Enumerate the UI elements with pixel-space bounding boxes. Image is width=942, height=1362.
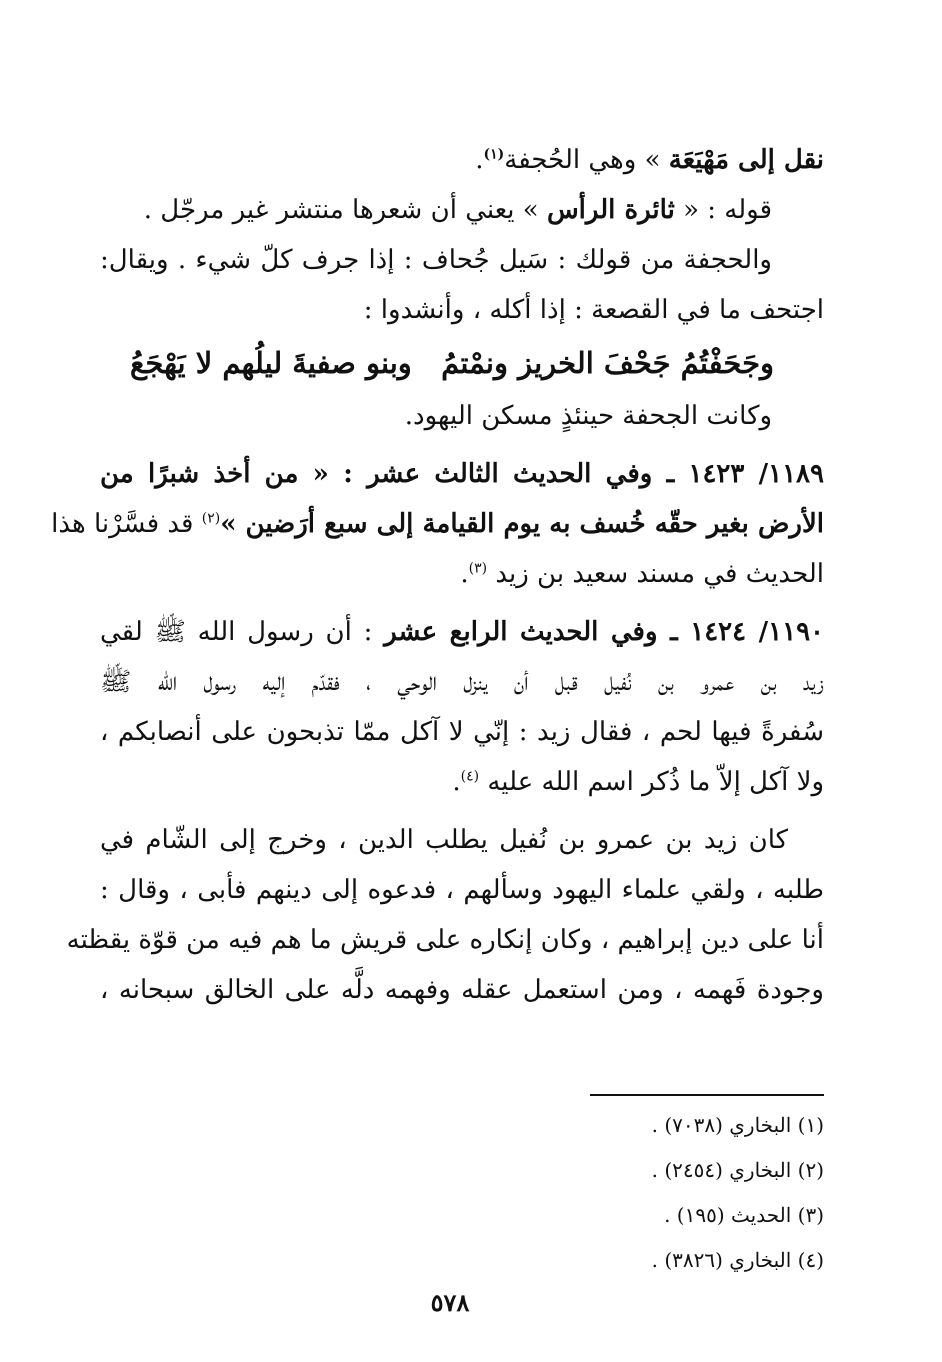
text-line [100,757,824,807]
footnote: (٢) البخاري (٢٤٥٤) . [651,1158,824,1182]
text-line [100,607,824,657]
footnote-separator [590,1094,824,1096]
page-number: ٥٧٨ [430,1288,470,1317]
text-span: قد فسَّرْنا هذا [51,509,202,539]
text-span: الحديث في مسند سعيد بن زيد [487,559,824,589]
text-line [100,135,824,185]
text-span: . [475,145,484,175]
text-span: » يعني أن شعرها منتشر غير مرجّل . [143,195,547,225]
hadith-heading: ١١٨٩/ ١٤٢٣ ـ وفي الحديث الثالث عشر : « من أخذ شبرًا من [100,459,824,489]
text-span: » وهي الحُجفة [504,145,669,175]
page-body [51,135,824,1015]
footnote: (١) البخاري (٧٠٣٨) . [651,1113,824,1137]
footnote: (٣) الحديث (١٩٥) . [664,1203,824,1227]
hadith-heading: ١١٩٠/ ١٤٢٤ ـ وفي الحديث الرابع عشر [384,617,824,647]
bold-phrase: ثائرة الرأس [546,195,675,225]
text-line [100,185,824,235]
text-line: وجودة فَهمه ، ومن استعمل عقله وفهمه دلَّه على الخالق سبحانه ، [100,975,824,1005]
poetry-verse [100,335,824,391]
text-span: . [452,767,461,797]
text-line [51,499,824,549]
bold-phrase: نقل إلى مَهْيَعَة [668,145,824,175]
footnote-ref[interactable]: (٣) [468,560,488,577]
footnote-ref[interactable]: (٤) [460,768,480,785]
text-line: سُفرةً فيها لحم ، فقال زيد : إنّي لا آكل ممّا تذبحون على أنصابكم ، [100,717,824,747]
footnote-ref[interactable]: (٢) [201,510,221,527]
text-line: كان زيد بن عمرو بن نُفيل يطلب الدين ، وخرج إلى الشّام في [100,825,788,855]
text-span: . [460,559,469,589]
text-span: قوله : « [674,195,772,225]
text-line: زيد بن عمرو بن نُفيل قبل أن ينزل الوحي ، فقدّم إليه رسول الله ﷺ [100,667,824,697]
text-line: أنا على دين إبراهيم ، وكان إنكاره على قريش ما هم فيه من قوّة يقظته [66,925,824,955]
text-line: اجتحف ما في القصعة : إذا أكله ، وأنشدوا : [363,295,824,325]
text-line: والحجفة من قولك : سَيل جُحاف : إذا جرف كلّ شيء . ويقال: [100,245,772,275]
verse-second-hemistich: وبنو صفيةَ ليلُهم لا يَهْجَعُ [130,346,412,380]
verse-first-hemistich: وجَحَفْتُمُ جَحْفَ الخريز ونمْتمُ [441,346,774,380]
bold-phrase: الأرض بغير حقّه خُسف به يوم القيامة إلى سبع أرَضين » [220,509,824,539]
footnote: (٤) البخاري (٣٨٢٦) . [651,1248,824,1272]
footnotes [500,1103,824,1283]
text-span: : أن رسول الله ﷺ لقي [100,617,385,647]
text-span: ولا آكل إلاّ ما ذُكر اسم الله عليه [479,767,824,797]
text-line [100,549,824,599]
text-line: طلبه ، ولقي علماء اليهود وسألهم ، فدعوه إلى دينهم فأبى ، وقال : [100,875,824,905]
footnote-ref[interactable]: (١) [483,146,505,163]
text-line: وكانت الجحفة حينئذٍ مسكن اليهود. [404,401,772,431]
